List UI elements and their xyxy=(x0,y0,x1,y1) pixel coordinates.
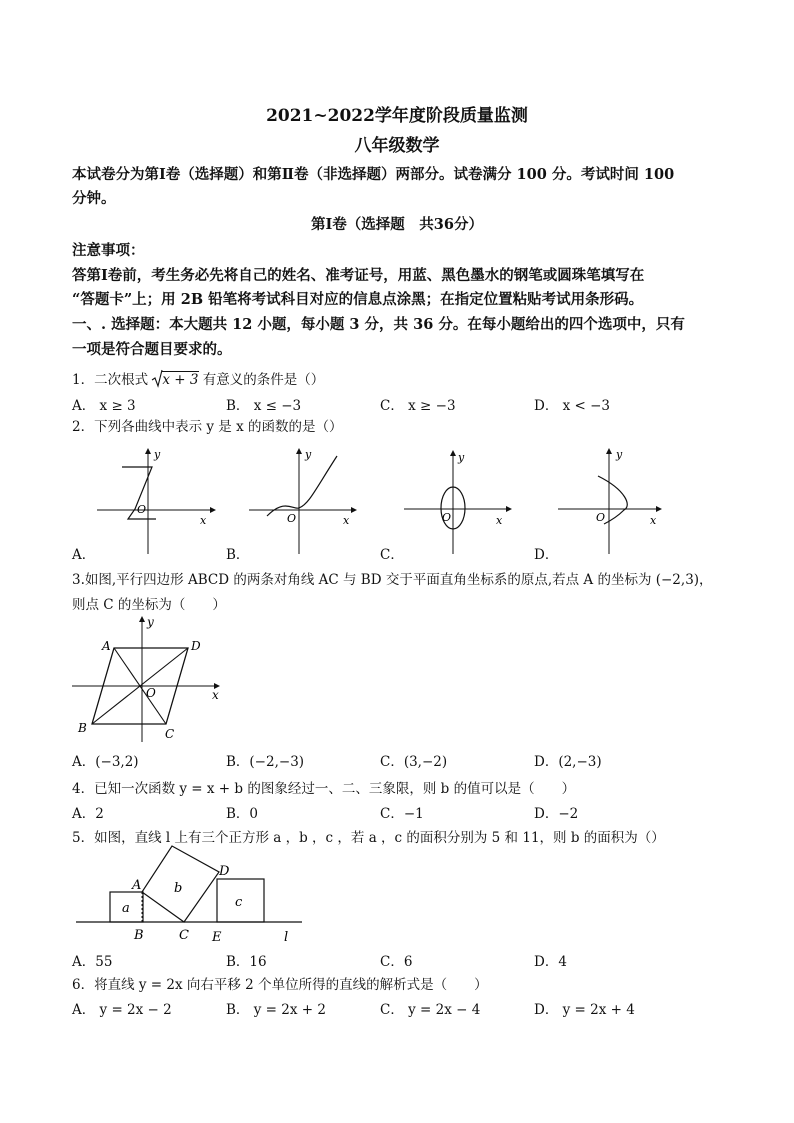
q3-label-c: C xyxy=(165,727,175,741)
q1-option-d: D． x < −3 xyxy=(534,398,611,414)
q4-option-a: A．2 xyxy=(72,806,104,822)
q1-option-b: B． x ≤ −3 xyxy=(226,398,302,414)
q6-option-c: C． y = 2x − 4 xyxy=(380,1002,481,1018)
q5-squares-figure xyxy=(72,846,312,946)
q1-pre: 1．二次根式 xyxy=(72,372,149,388)
q2-graph-a xyxy=(92,446,222,556)
q3-option-a: A．(−3,2) xyxy=(72,754,139,770)
q5-option-b: B．16 xyxy=(226,954,267,970)
q2d-y-label: y xyxy=(616,448,623,461)
q2-graph-d xyxy=(556,446,686,556)
q3-label-x: x xyxy=(212,688,219,702)
question-3-line-1: 3.如图,平行四边形 ABCD 的两条对角线 AC 与 BD 交于平面直角坐标系的原点,若点 A 的坐标为 (−2,3)， xyxy=(72,572,713,588)
q2a-origin: O xyxy=(137,503,147,516)
q6-option-b: B． y = 2x + 2 xyxy=(226,1002,326,1018)
question-6: 6．将直线 y = 2x 向右平移 2 个单位所得的直线的解析式是（ ） xyxy=(72,977,488,993)
q5-label-A: A xyxy=(132,878,142,893)
q2b-x-label: x xyxy=(343,514,350,527)
q5-option-d: D．4 xyxy=(534,954,567,970)
q2c-y-label: y xyxy=(458,451,465,464)
q5-label-E: E xyxy=(212,930,222,945)
notice-line-2: “答题卡”上；用 2B 铅笔将考试科目对应的信息点涂黑；在指定位置粘贴考试用条形码。 xyxy=(72,291,644,308)
q4-option-d: D．−2 xyxy=(534,806,579,822)
q2b-origin: O xyxy=(287,512,297,525)
q5-label-B: B xyxy=(134,928,144,943)
q2c-origin: O xyxy=(442,511,452,524)
q2c-x-label: x xyxy=(496,514,503,527)
q3-option-d: D．(2,−3) xyxy=(534,754,602,770)
section-title: 第Ⅰ卷（选择题 共36分） xyxy=(311,216,483,233)
q2-graph-c xyxy=(402,446,532,556)
q2-graph-b xyxy=(247,446,377,556)
q6-option-a: A． y = 2x − 2 xyxy=(72,1002,172,1018)
q3-label-y: y xyxy=(147,615,154,629)
q3-label-a: A xyxy=(102,639,111,653)
question-2: 2．下列各曲线中表示 y 是 x 的函数的是（） xyxy=(72,419,343,435)
q2d-origin: O xyxy=(596,511,606,524)
q3-option-b: B．(−2,−3) xyxy=(226,754,305,770)
q2-option-d: D． xyxy=(534,547,559,563)
q2a-x-label: x xyxy=(200,514,207,527)
q4-option-c: C．−1 xyxy=(380,806,424,822)
q5-option-c: C．6 xyxy=(380,954,413,970)
q1-radicand: x + 3 xyxy=(162,372,199,388)
q5-label-l: l xyxy=(284,930,289,945)
part-line-1: 一、. 选择题：本大题共 12 小题，每小题 3 分，共 36 分。在每小题给出的四个选项中，只有 xyxy=(72,316,685,333)
q2b-y-label: y xyxy=(305,448,312,461)
q2-option-a: A． xyxy=(72,547,96,563)
q1-option-c: C． x ≥ −3 xyxy=(380,398,456,414)
q1-radical xyxy=(152,372,198,388)
q1-post: 有意义的条件是（） xyxy=(202,372,325,388)
q2a-y-label: y xyxy=(154,448,161,461)
exam-subtitle: 八年级数学 xyxy=(354,136,440,156)
q2d-x-label: x xyxy=(650,514,657,527)
question-1 xyxy=(72,368,324,388)
q6-option-d: D． y = 2x + 4 xyxy=(534,1002,635,1018)
q3-parallelogram-figure xyxy=(70,614,230,744)
notice-title: 注意事项： xyxy=(72,242,145,259)
q4-option-b: B．0 xyxy=(226,806,259,822)
q2-option-c: C． xyxy=(380,547,404,563)
radical-sign-icon xyxy=(152,369,164,389)
exam-title: 2021~2022学年度阶段质量监测 xyxy=(266,106,528,126)
q5-label-a: a xyxy=(122,901,130,916)
q5-label-b: b xyxy=(174,881,183,896)
q3-label-d: D xyxy=(191,639,201,653)
part-line-2: 一项是符合题目要求的。 xyxy=(72,341,232,358)
notice-line-1: 答第Ⅰ卷前，考生务必先将自己的姓名、准考证号，用蓝、黑色墨水的钢笔或圆珠笔填写在 xyxy=(72,267,645,284)
q3-label-b: B xyxy=(78,721,87,735)
q5-label-c: c xyxy=(235,895,243,910)
q5-label-C: C xyxy=(179,928,189,943)
question-3-line-2: 则点 C 的坐标为（ ） xyxy=(72,597,226,613)
question-5: 5．如图，直线 l 上有三个正方形 a ，b ，c ，若 a ，c 的面积分别为 5 和 11，则 b 的面积为（） xyxy=(72,830,665,846)
q5-label-D: D xyxy=(219,864,230,879)
intro-line-1: 本试卷分为第Ⅰ卷（选择题）和第Ⅱ卷（非选择题）两部分。试卷满分 100 分。考试时间 100 xyxy=(72,166,675,183)
q3-option-c: C．(3,−2) xyxy=(380,754,448,770)
q3-label-o: O xyxy=(146,686,156,700)
q5-option-a: A．55 xyxy=(72,954,113,970)
question-4: 4．已知一次函数 y = x + b 的图象经过一、二、三象限，则 b 的值可以是（ ） xyxy=(72,781,576,797)
q1-option-a: A． x ≥ 3 xyxy=(72,398,136,414)
intro-line-2: 分钟。 xyxy=(72,190,116,207)
q2-option-b: B． xyxy=(226,547,250,563)
